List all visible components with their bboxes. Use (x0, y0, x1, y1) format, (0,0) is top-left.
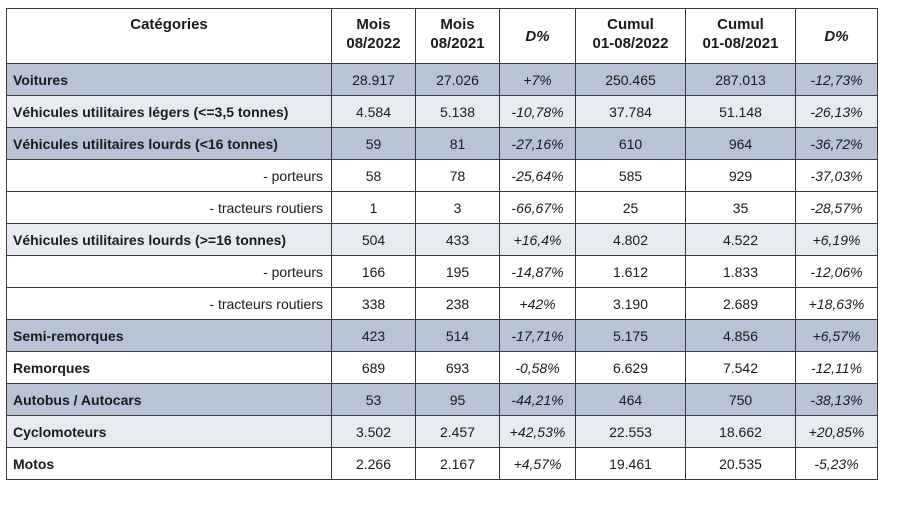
header-cumul-delta-label: D% (824, 27, 849, 45)
cell-month-delta: +4,57% (500, 448, 576, 480)
cell-cumul-delta: -5,23% (796, 448, 878, 480)
cell-month-2021: 2.167 (416, 448, 500, 480)
cell-month-2022: 689 (332, 352, 416, 384)
header-month-delta (500, 9, 576, 64)
cell-cumul-delta: -12,06% (796, 256, 878, 288)
cell-month-2021: 3 (416, 192, 500, 224)
header-cumul-2021-line1: Cumul (717, 16, 764, 33)
cell-month-delta: -66,67% (500, 192, 576, 224)
cell-category: Véhicules utilitaires légers (<=3,5 tonnes) (7, 96, 332, 128)
cell-cumul-2021: 35 (686, 192, 796, 224)
cell-month-delta: -27,16% (500, 128, 576, 160)
cell-month-2021: 514 (416, 320, 500, 352)
header-month-2022-line2: 08/2022 (346, 35, 401, 52)
cell-month-2021: 195 (416, 256, 500, 288)
cell-month-delta: -25,64% (500, 160, 576, 192)
cell-cumul-delta: -12,73% (796, 64, 878, 96)
cell-month-2022: 53 (332, 384, 416, 416)
cell-cumul-2022: 464 (576, 384, 686, 416)
cell-month-2022: 338 (332, 288, 416, 320)
cell-month-delta: +42% (500, 288, 576, 320)
cell-cumul-2022: 1.612 (576, 256, 686, 288)
cell-category: Motos (7, 448, 332, 480)
cell-cumul-2021: 929 (686, 160, 796, 192)
table-row (7, 256, 878, 288)
header-categories-label: Catégories (130, 16, 208, 33)
cell-cumul-delta: -36,72% (796, 128, 878, 160)
cell-month-2021: 5.138 (416, 96, 500, 128)
registrations-table-container (6, 8, 878, 480)
header-month-2022 (332, 9, 416, 64)
cell-cumul-2022: 5.175 (576, 320, 686, 352)
cell-cumul-delta: +6,19% (796, 224, 878, 256)
cell-cumul-2022: 250.465 (576, 64, 686, 96)
cell-cumul-2022: 610 (576, 128, 686, 160)
table-row (7, 64, 878, 96)
cell-category: - porteurs (7, 256, 332, 288)
cell-category: Voitures (7, 64, 332, 96)
cell-category: - porteurs (7, 160, 332, 192)
cell-cumul-delta: +18,63% (796, 288, 878, 320)
cell-month-delta: -44,21% (500, 384, 576, 416)
cell-month-2021: 693 (416, 352, 500, 384)
cell-cumul-2022: 6.629 (576, 352, 686, 384)
table-row (7, 224, 878, 256)
cell-cumul-2021: 287.013 (686, 64, 796, 96)
table-row (7, 448, 878, 480)
cell-cumul-2021: 7.542 (686, 352, 796, 384)
cell-month-2022: 4.584 (332, 96, 416, 128)
cell-month-2022: 28.917 (332, 64, 416, 96)
cell-cumul-delta: -12,11% (796, 352, 878, 384)
header-row (7, 9, 878, 64)
cell-month-delta: +42,53% (500, 416, 576, 448)
cell-month-2022: 504 (332, 224, 416, 256)
cell-category: Autobus / Autocars (7, 384, 332, 416)
cell-cumul-delta: +6,57% (796, 320, 878, 352)
table-row (7, 96, 878, 128)
cell-cumul-2022: 37.784 (576, 96, 686, 128)
cell-month-2021: 2.457 (416, 416, 500, 448)
cell-month-2022: 166 (332, 256, 416, 288)
cell-month-delta: +7% (500, 64, 576, 96)
cell-month-2022: 59 (332, 128, 416, 160)
header-cumul-2022-line1: Cumul (607, 16, 654, 33)
cell-cumul-2021: 2.689 (686, 288, 796, 320)
table-row (7, 288, 878, 320)
cell-category: Véhicules utilitaires lourds (>=16 tonnes) (7, 224, 332, 256)
cell-cumul-2021: 4.522 (686, 224, 796, 256)
cell-month-2022: 1 (332, 192, 416, 224)
table-row (7, 128, 878, 160)
cell-cumul-2021: 18.662 (686, 416, 796, 448)
cell-cumul-2021: 1.833 (686, 256, 796, 288)
table-body (7, 64, 878, 480)
cell-cumul-delta: -26,13% (796, 96, 878, 128)
cell-cumul-2022: 3.190 (576, 288, 686, 320)
cell-month-delta: -17,71% (500, 320, 576, 352)
cell-cumul-delta: +20,85% (796, 416, 878, 448)
cell-month-2021: 238 (416, 288, 500, 320)
header-cumul-2022-line2: 01-08/2022 (592, 35, 669, 52)
header-month-2021-line1: Mois (440, 16, 475, 33)
header-month-delta-label: D% (525, 27, 550, 45)
cell-category: - tracteurs routiers (7, 288, 332, 320)
header-cumul-delta (796, 9, 878, 64)
cell-month-delta: +16,4% (500, 224, 576, 256)
cell-month-2022: 2.266 (332, 448, 416, 480)
table-row (7, 192, 878, 224)
cell-cumul-2022: 585 (576, 160, 686, 192)
table-header (7, 9, 878, 64)
cell-cumul-2021: 20.535 (686, 448, 796, 480)
header-month-2022-line1: Mois (356, 16, 391, 33)
cell-cumul-2021: 51.148 (686, 96, 796, 128)
cell-cumul-delta: -28,57% (796, 192, 878, 224)
cell-month-delta: -14,87% (500, 256, 576, 288)
cell-month-2022: 423 (332, 320, 416, 352)
cell-month-2021: 433 (416, 224, 500, 256)
cell-month-delta: -0,58% (500, 352, 576, 384)
header-categories (7, 9, 332, 64)
cell-category: Remorques (7, 352, 332, 384)
cell-cumul-2021: 4.856 (686, 320, 796, 352)
table-row (7, 384, 878, 416)
cell-category: Véhicules utilitaires lourds (<16 tonnes) (7, 128, 332, 160)
header-month-2021-line2: 08/2021 (430, 35, 485, 52)
cell-category: - tracteurs routiers (7, 192, 332, 224)
cell-month-2021: 78 (416, 160, 500, 192)
table-row (7, 160, 878, 192)
cell-month-2021: 27.026 (416, 64, 500, 96)
header-month-2021 (416, 9, 500, 64)
cell-category: Cyclomoteurs (7, 416, 332, 448)
cell-month-2021: 81 (416, 128, 500, 160)
cell-cumul-2022: 22.553 (576, 416, 686, 448)
cell-cumul-delta: -37,03% (796, 160, 878, 192)
header-cumul-2021 (686, 9, 796, 64)
cell-cumul-2021: 750 (686, 384, 796, 416)
cell-cumul-delta: -38,13% (796, 384, 878, 416)
table-row (7, 416, 878, 448)
cell-cumul-2022: 25 (576, 192, 686, 224)
cell-category: Semi-remorques (7, 320, 332, 352)
cell-month-2022: 58 (332, 160, 416, 192)
cell-cumul-2021: 964 (686, 128, 796, 160)
cell-month-delta: -10,78% (500, 96, 576, 128)
cell-cumul-2022: 19.461 (576, 448, 686, 480)
cell-month-2021: 95 (416, 384, 500, 416)
registrations-table (6, 8, 878, 480)
table-row (7, 320, 878, 352)
cell-cumul-2022: 4.802 (576, 224, 686, 256)
header-cumul-2022 (576, 9, 686, 64)
cell-month-2022: 3.502 (332, 416, 416, 448)
table-row (7, 352, 878, 384)
header-cumul-2021-line2: 01-08/2021 (702, 35, 779, 52)
